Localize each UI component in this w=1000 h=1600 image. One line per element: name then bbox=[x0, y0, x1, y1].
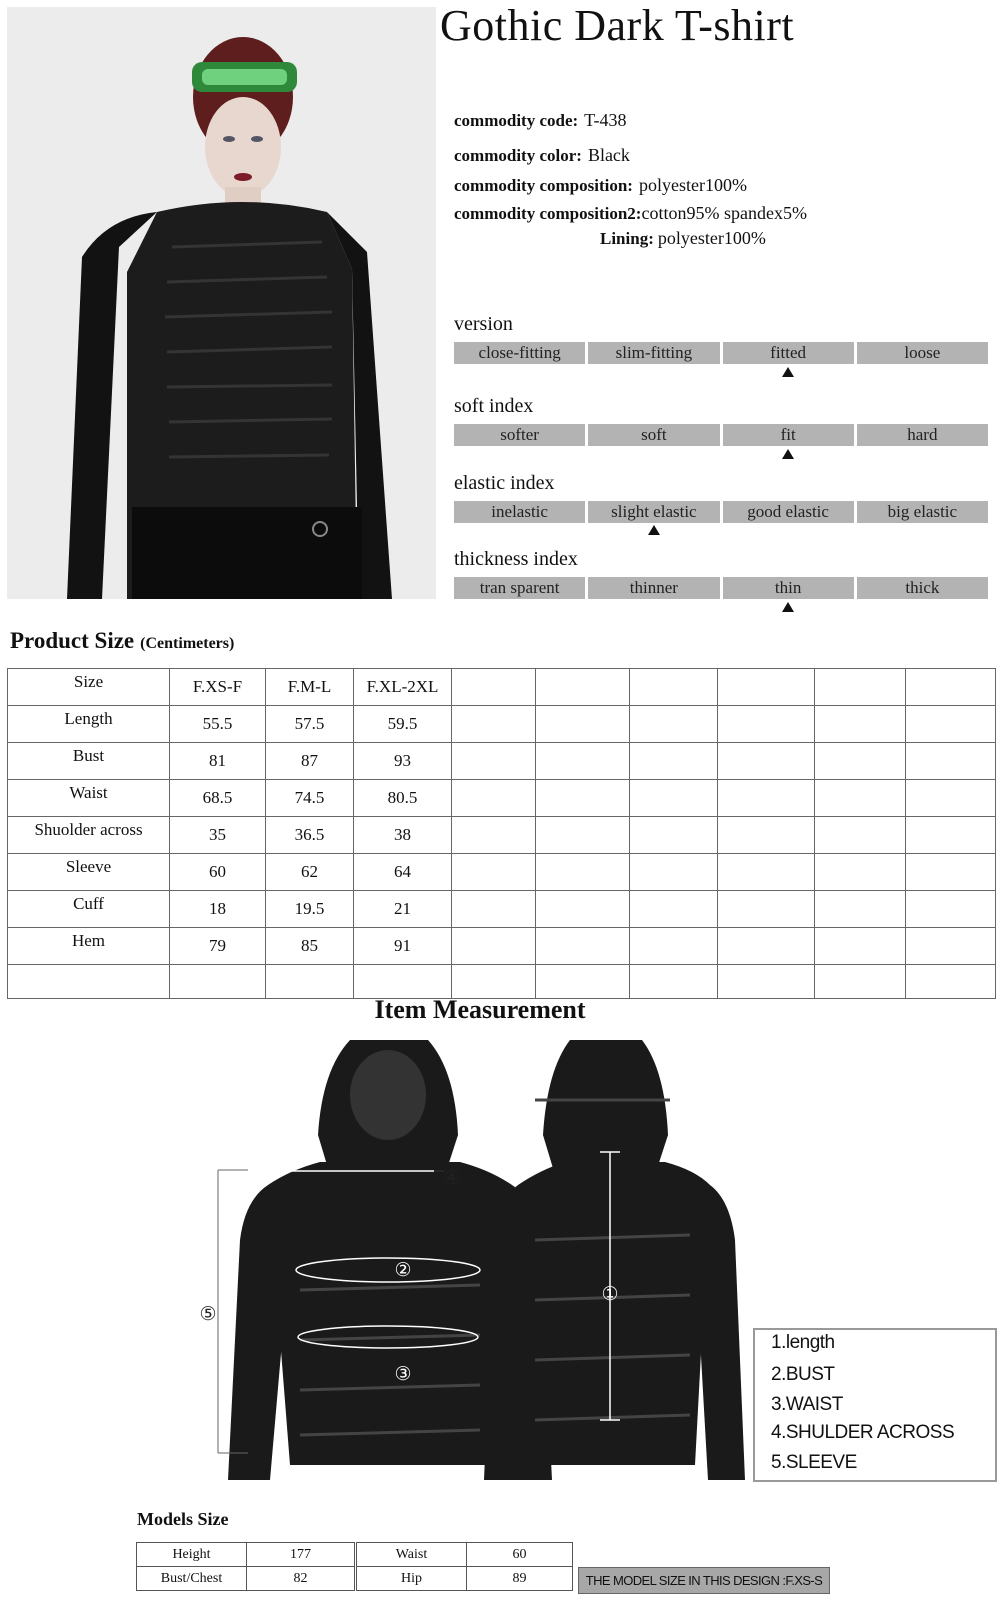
empty-cell bbox=[536, 706, 630, 743]
empty-cell bbox=[815, 706, 906, 743]
legend-item: 2.BUST bbox=[771, 1364, 835, 1385]
size-cell: 60 bbox=[170, 854, 266, 891]
size-cell: 21 bbox=[354, 891, 452, 928]
thickness-index-option: thinner bbox=[588, 577, 719, 599]
size-cell: 91 bbox=[354, 928, 452, 965]
empty-cell bbox=[630, 965, 718, 999]
empty-cell bbox=[452, 891, 536, 928]
size-row-label: Waist bbox=[8, 780, 170, 817]
model-label: Hip bbox=[357, 1567, 467, 1591]
size-row-label: Cuff bbox=[8, 891, 170, 928]
empty-cell bbox=[906, 928, 996, 965]
table-row bbox=[8, 891, 996, 928]
empty-cell bbox=[266, 965, 354, 999]
marker-sleeve: ⑤ bbox=[199, 1303, 217, 1325]
spec-lining-label: Lining: bbox=[600, 229, 654, 248]
empty-cell bbox=[718, 928, 815, 965]
empty-cell bbox=[718, 706, 815, 743]
empty-cell bbox=[718, 743, 815, 780]
table-row bbox=[357, 1567, 573, 1591]
empty-cell bbox=[536, 928, 630, 965]
models-size-table-left bbox=[136, 1542, 355, 1591]
thickness-index-marker bbox=[782, 602, 794, 612]
size-cell: 57.5 bbox=[266, 706, 354, 743]
size-row-label: Length bbox=[8, 706, 170, 743]
spec-composition-value: polyester100% bbox=[638, 175, 747, 195]
version-option: loose bbox=[857, 342, 988, 364]
table-row bbox=[137, 1567, 355, 1591]
empty-cell bbox=[536, 817, 630, 854]
thickness-index-option: thin bbox=[723, 577, 854, 599]
empty-cell bbox=[815, 891, 906, 928]
spec-color-label: commodity color: bbox=[454, 146, 582, 165]
empty-cell bbox=[452, 706, 536, 743]
empty-cell bbox=[536, 891, 630, 928]
size-table bbox=[7, 668, 996, 999]
table-row bbox=[8, 965, 996, 999]
empty-cell bbox=[906, 854, 996, 891]
empty-cell bbox=[718, 780, 815, 817]
model-value: 82 bbox=[247, 1567, 355, 1591]
empty-cell bbox=[452, 854, 536, 891]
spec-composition2-label: commodity composition2: bbox=[454, 204, 642, 223]
empty-cell bbox=[906, 965, 996, 999]
elastic-index-option: good elastic bbox=[723, 501, 854, 523]
empty-cell bbox=[718, 854, 815, 891]
model-photo bbox=[7, 7, 436, 599]
empty-cell bbox=[906, 706, 996, 743]
size-header-cell: Size bbox=[8, 669, 170, 706]
empty-cell bbox=[536, 780, 630, 817]
elastic-index-marker bbox=[648, 525, 660, 535]
empty-cell bbox=[718, 891, 815, 928]
marker-length: ① bbox=[601, 1283, 619, 1305]
soft-index-option: soft bbox=[588, 424, 719, 446]
size-cell: 93 bbox=[354, 743, 452, 780]
empty-cell bbox=[630, 669, 718, 706]
table-row bbox=[8, 669, 996, 706]
marker-waist: ③ bbox=[394, 1363, 412, 1385]
empty-cell bbox=[452, 780, 536, 817]
marker-bust: ② bbox=[394, 1259, 412, 1281]
spec-lining-value: polyester100% bbox=[657, 228, 766, 248]
empty-cell bbox=[170, 965, 266, 999]
empty-cell bbox=[630, 743, 718, 780]
empty-cell bbox=[630, 854, 718, 891]
size-cell: 38 bbox=[354, 817, 452, 854]
spec-composition2 bbox=[454, 203, 807, 224]
product-size-unit: (Centimeters) bbox=[140, 635, 235, 652]
size-row-label: Shuolder across bbox=[8, 817, 170, 854]
empty-cell bbox=[815, 965, 906, 999]
empty-cell bbox=[906, 780, 996, 817]
model-size-note: THE MODEL SIZE IN THIS DESIGN :F.XS-S bbox=[578, 1567, 830, 1594]
size-header-cell: F.XL-2XL bbox=[354, 669, 452, 706]
soft-index-marker bbox=[782, 449, 794, 459]
size-cell: 81 bbox=[170, 743, 266, 780]
model-label: Waist bbox=[357, 1543, 467, 1567]
version-marker bbox=[782, 367, 794, 377]
product-size-title: Product Size bbox=[10, 628, 135, 653]
soft-index-option: hard bbox=[857, 424, 988, 446]
empty-cell bbox=[906, 891, 996, 928]
size-cell: 19.5 bbox=[266, 891, 354, 928]
size-row-label: Bust bbox=[8, 743, 170, 780]
product-title: Gothic Dark T-shirt bbox=[440, 1, 795, 50]
size-cell: 36.5 bbox=[266, 817, 354, 854]
empty-cell bbox=[536, 965, 630, 999]
soft-index-option: fit bbox=[723, 424, 854, 446]
empty-cell bbox=[452, 669, 536, 706]
empty-cell bbox=[815, 669, 906, 706]
elastic-index-option: big elastic bbox=[857, 501, 988, 523]
empty-cell bbox=[630, 780, 718, 817]
size-cell: 68.5 bbox=[170, 780, 266, 817]
garment-back bbox=[484, 1040, 745, 1480]
size-header-cell: F.XS-F bbox=[170, 669, 266, 706]
size-cell: 18 bbox=[170, 891, 266, 928]
version-scale bbox=[454, 342, 988, 364]
size-cell: 85 bbox=[266, 928, 354, 965]
size-cell: 35 bbox=[170, 817, 266, 854]
size-row-label: Hem bbox=[8, 928, 170, 965]
elastic-index-option: slight elastic bbox=[588, 501, 719, 523]
size-cell: 80.5 bbox=[354, 780, 452, 817]
empty-cell bbox=[630, 706, 718, 743]
empty-cell bbox=[452, 928, 536, 965]
elastic-index-option: inelastic bbox=[454, 501, 585, 523]
elastic-index-scale bbox=[454, 501, 988, 523]
version-option: fitted bbox=[723, 342, 854, 364]
table-row bbox=[8, 854, 996, 891]
empty-cell bbox=[536, 743, 630, 780]
model-value: 60 bbox=[467, 1543, 573, 1567]
spec-color-value: Black bbox=[587, 145, 630, 165]
size-cell: 64 bbox=[354, 854, 452, 891]
empty-cell bbox=[536, 854, 630, 891]
table-row bbox=[8, 743, 996, 780]
empty-cell bbox=[815, 817, 906, 854]
size-cell: 59.5 bbox=[354, 706, 452, 743]
garment-diagram bbox=[190, 1040, 750, 1490]
version-option: slim-fitting bbox=[588, 342, 719, 364]
table-row bbox=[8, 817, 996, 854]
spec-code bbox=[454, 110, 627, 131]
empty-cell bbox=[906, 817, 996, 854]
spec-lining bbox=[600, 228, 766, 249]
table-row bbox=[8, 780, 996, 817]
soft-index-option: softer bbox=[454, 424, 585, 446]
spec-code-label: commodity code: bbox=[454, 111, 579, 130]
spec-composition-label: commodity composition: bbox=[454, 176, 633, 195]
legend-item: 1.length bbox=[771, 1332, 835, 1353]
size-cell: 55.5 bbox=[170, 706, 266, 743]
legend-item: 5.SLEEVE bbox=[771, 1452, 857, 1473]
thickness-index-scale bbox=[454, 577, 988, 599]
empty-cell bbox=[8, 965, 170, 999]
thickness-index-option: tran sparent bbox=[454, 577, 585, 599]
empty-cell bbox=[452, 965, 536, 999]
empty-cell bbox=[815, 854, 906, 891]
empty-cell bbox=[815, 743, 906, 780]
model-label: Height bbox=[137, 1543, 247, 1567]
spec-composition bbox=[454, 175, 747, 196]
product-size-heading bbox=[10, 628, 234, 654]
empty-cell bbox=[630, 928, 718, 965]
model-value: 89 bbox=[467, 1567, 573, 1591]
soft-index-label: soft index bbox=[454, 395, 534, 417]
spec-composition2-value: cotton95% spandex5% bbox=[641, 203, 807, 223]
table-row bbox=[357, 1543, 573, 1567]
size-cell: 62 bbox=[266, 854, 354, 891]
elastic-index-label: elastic index bbox=[454, 472, 555, 494]
spec-color bbox=[454, 145, 630, 166]
empty-cell bbox=[630, 817, 718, 854]
size-cell: 87 bbox=[266, 743, 354, 780]
empty-cell bbox=[718, 817, 815, 854]
legend-item: 4.SHULDER ACROSS bbox=[771, 1422, 955, 1443]
version-label: version bbox=[454, 313, 513, 335]
model-value: 177 bbox=[247, 1543, 355, 1567]
empty-cell bbox=[906, 669, 996, 706]
empty-cell bbox=[452, 743, 536, 780]
empty-cell bbox=[815, 928, 906, 965]
version-option: close-fitting bbox=[454, 342, 585, 364]
model-label: Bust/Chest bbox=[137, 1567, 247, 1591]
empty-cell bbox=[718, 965, 815, 999]
empty-cell bbox=[815, 780, 906, 817]
thickness-index-label: thickness index bbox=[454, 548, 578, 570]
legend-item: 3.WAIST bbox=[771, 1394, 843, 1415]
size-cell: 79 bbox=[170, 928, 266, 965]
size-header-cell: F.M-L bbox=[266, 669, 354, 706]
size-row-label: Sleeve bbox=[8, 854, 170, 891]
empty-cell bbox=[354, 965, 452, 999]
empty-cell bbox=[452, 817, 536, 854]
item-measurement-title: Item Measurement bbox=[374, 995, 586, 1024]
marker-shoulder: ④ bbox=[443, 1167, 461, 1189]
spec-code-value: T-438 bbox=[584, 110, 627, 130]
table-row bbox=[8, 928, 996, 965]
table-row bbox=[137, 1543, 355, 1567]
empty-cell bbox=[718, 669, 815, 706]
models-size-table-right bbox=[356, 1542, 573, 1591]
empty-cell bbox=[630, 891, 718, 928]
table-row bbox=[8, 706, 996, 743]
soft-index-scale bbox=[454, 424, 988, 446]
empty-cell bbox=[536, 669, 630, 706]
models-size-heading: Models Size bbox=[137, 1509, 229, 1529]
size-cell: 74.5 bbox=[266, 780, 354, 817]
thickness-index-option: thick bbox=[857, 577, 988, 599]
measurement-legend bbox=[753, 1328, 997, 1482]
empty-cell bbox=[906, 743, 996, 780]
